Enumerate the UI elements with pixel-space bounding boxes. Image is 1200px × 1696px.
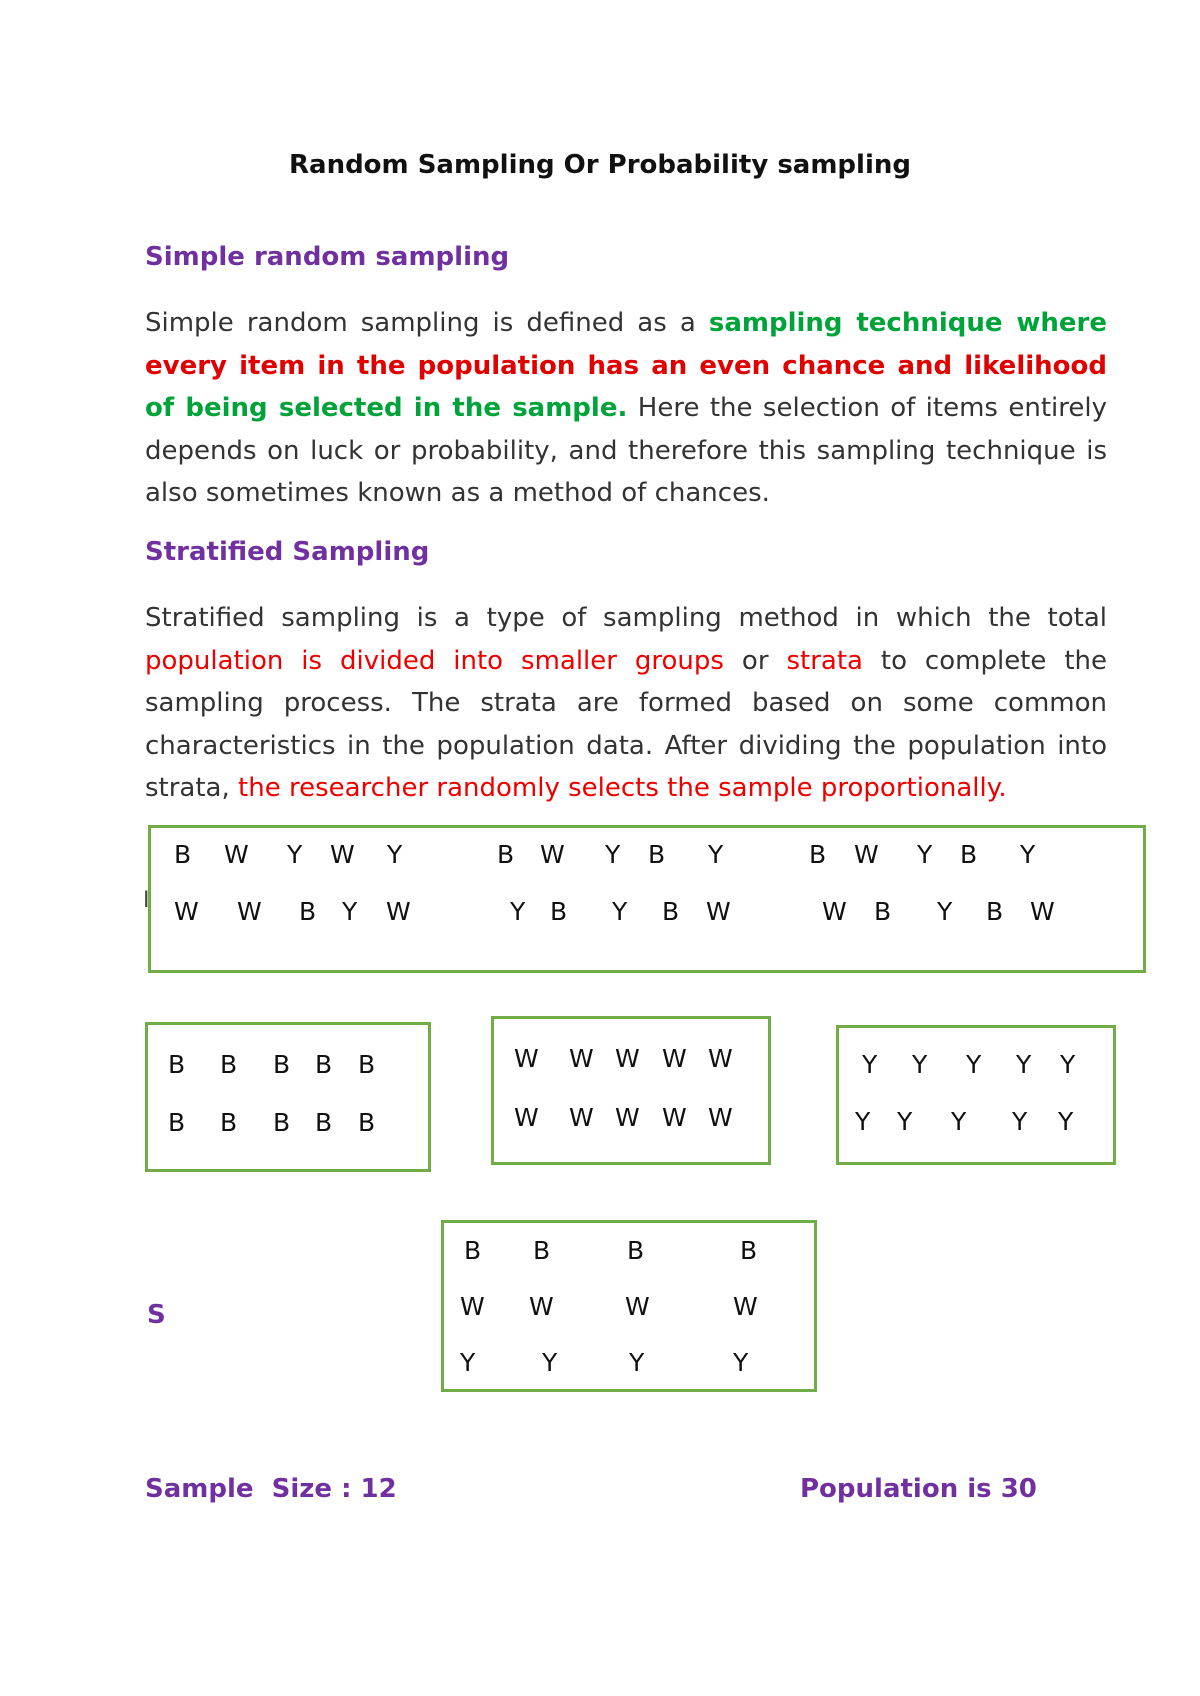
heading-simple-random: Simple random sampling: [145, 242, 510, 272]
population-letter: W: [854, 840, 879, 869]
population-letter: W: [540, 840, 565, 869]
sample-letter: W: [733, 1292, 758, 1321]
side-label: S: [147, 1300, 166, 1330]
sample-letter: W: [460, 1292, 485, 1321]
population-letter: Y: [510, 897, 526, 926]
text-highlight-green-2: of being selected in the sample.: [145, 393, 628, 423]
population-letter: Y: [1020, 840, 1036, 869]
stratum-box-w: [491, 1016, 771, 1165]
stratum-y-letter: Y: [862, 1050, 878, 1079]
population-letter: B: [497, 840, 515, 869]
sample-letter: Y: [542, 1348, 558, 1377]
population-letter: W: [330, 840, 355, 869]
stratum-w-letter: W: [514, 1044, 539, 1073]
population-letter: Y: [937, 897, 953, 926]
stratum-b-letter: B: [168, 1050, 186, 1079]
stratum-b-letter: B: [315, 1050, 333, 1079]
population-letter: W: [224, 840, 249, 869]
stratum-y-letter: Y: [855, 1107, 871, 1136]
stratum-w-letter: W: [708, 1044, 733, 1073]
population-letter: B: [986, 897, 1004, 926]
stratum-y-letter: Y: [966, 1050, 982, 1079]
text-highlight-red-3: the researcher randomly selects the sample proportionally.: [238, 773, 1007, 803]
stratum-box-y: [836, 1025, 1116, 1165]
population-letter: B: [174, 840, 192, 869]
stratum-w-letter: W: [615, 1044, 640, 1073]
heading-stratified: Stratified Sampling: [145, 537, 430, 567]
text-highlight-red-2: strata: [786, 645, 863, 676]
population-letter: Y: [387, 840, 403, 869]
stratum-y-letter: Y: [1016, 1050, 1032, 1079]
population-letter: Y: [612, 897, 628, 926]
population-letter: Y: [605, 840, 621, 869]
sample-letter: Y: [733, 1348, 749, 1377]
stratum-w-letter: W: [569, 1103, 594, 1132]
population-letter: B: [874, 897, 892, 926]
text-part-1: Stratified sampling is a type of sampling method in which the total: [145, 603, 1107, 633]
sample-letter: W: [625, 1292, 650, 1321]
sample-size-label: Sample Size : 12: [145, 1474, 397, 1504]
population-letter: W: [1030, 897, 1055, 926]
stratum-b-letter: B: [168, 1108, 186, 1137]
text-rest: Here the selection of items entirely depends on luck or probability, and therefore this sampling technique is also sometimes known as a method of chances.: [145, 393, 1108, 508]
stratum-b-letter: B: [273, 1050, 291, 1079]
sample-letter: B: [740, 1236, 758, 1265]
stratum-b-letter: B: [358, 1050, 376, 1079]
stratum-y-letter: Y: [1060, 1050, 1076, 1079]
population-letter: B: [809, 840, 827, 869]
population-label: Population is 30: [800, 1474, 1037, 1504]
stratum-w-letter: W: [708, 1103, 733, 1132]
stratum-b-letter: B: [358, 1108, 376, 1137]
population-letter: B: [960, 840, 978, 869]
stratum-w-letter: W: [514, 1103, 539, 1132]
population-letter: W: [237, 897, 262, 926]
stratum-b-letter: B: [315, 1108, 333, 1137]
population-letter: W: [822, 897, 847, 926]
paragraph-stratified: [145, 597, 1107, 810]
stratum-b-letter: B: [273, 1108, 291, 1137]
stratum-box-b: [145, 1022, 431, 1172]
text-highlight-red: every item in the population has an even chance and likelihood: [145, 350, 1107, 381]
stratum-w-letter: W: [662, 1103, 687, 1132]
stratum-y-letter: Y: [897, 1107, 913, 1136]
stratum-w-letter: W: [615, 1103, 640, 1132]
text-part-3: to complete the sampling process. The strata are formed based on some common characteristics in the population data. After dividing the population into strata,: [145, 645, 1107, 803]
stratum-y-letter: Y: [912, 1050, 928, 1079]
stratum-w-letter: W: [662, 1044, 687, 1073]
text-intro: Simple random sampling is defined as a: [145, 308, 709, 338]
sample-letter: B: [464, 1236, 482, 1265]
sample-letter: W: [529, 1292, 554, 1321]
sample-letter: Y: [460, 1348, 476, 1377]
stratum-w-letter: W: [569, 1044, 594, 1073]
stratum-y-letter: Y: [1058, 1107, 1074, 1136]
text-part-2: or: [723, 645, 787, 676]
stratum-y-letter: Y: [1012, 1107, 1028, 1136]
population-letter: B: [550, 897, 568, 926]
population-letter: B: [648, 840, 666, 869]
text-highlight-green-1: sampling technique where: [708, 308, 1107, 338]
population-letter: Y: [287, 840, 303, 869]
population-letter: W: [706, 897, 731, 926]
stratum-y-letter: Y: [951, 1107, 967, 1136]
text-highlight-red-1: population is divided into smaller groups: [145, 645, 724, 676]
sample-letter: B: [533, 1236, 551, 1265]
population-letter: Y: [342, 897, 358, 926]
population-letter: W: [174, 897, 199, 926]
paragraph-simple-random: [145, 302, 1107, 515]
stratum-b-letter: B: [220, 1050, 238, 1079]
population-letter: B: [662, 897, 680, 926]
page-title: Random Sampling Or Probability sampling: [289, 150, 911, 180]
sample-letter: Y: [629, 1348, 645, 1377]
population-letter: W: [386, 897, 411, 926]
sample-letter: B: [627, 1236, 645, 1265]
population-letter: Y: [708, 840, 724, 869]
stray-mark: I: [143, 888, 150, 913]
population-letter: Y: [917, 840, 933, 869]
stratum-b-letter: B: [220, 1108, 238, 1137]
population-letter: B: [299, 897, 317, 926]
